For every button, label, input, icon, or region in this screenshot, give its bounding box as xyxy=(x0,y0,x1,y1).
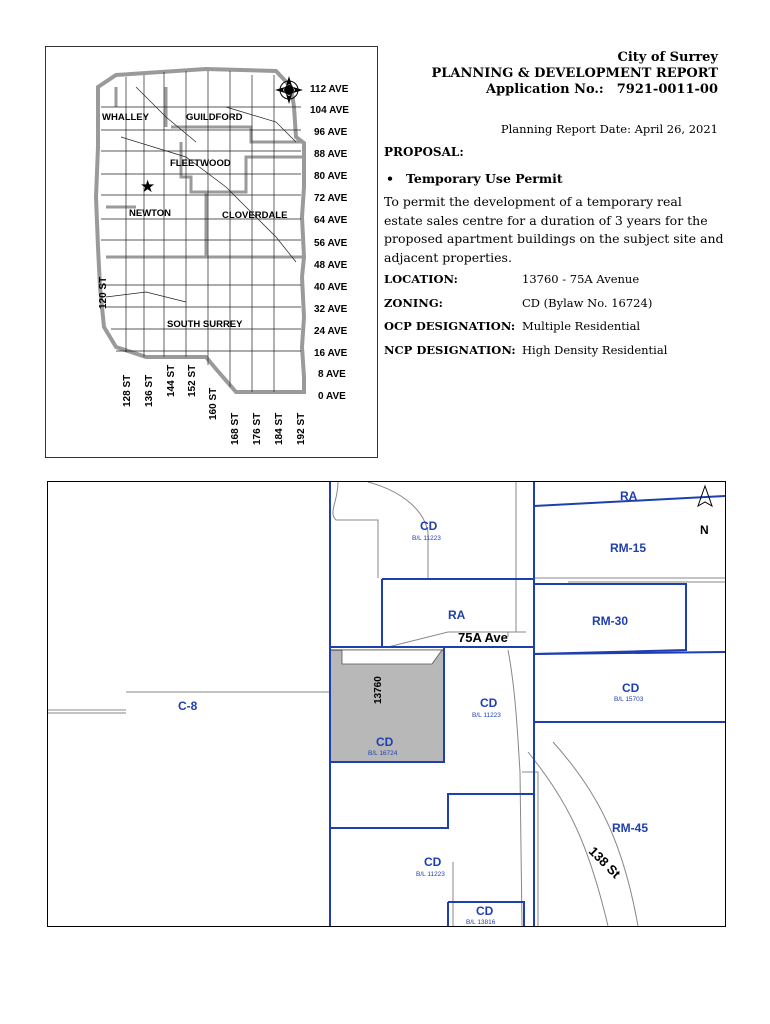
application-number: 7921-0011-00 xyxy=(616,82,718,97)
svg-text:112 AVE: 112 AVE xyxy=(310,84,349,95)
area-label-whalley: WHALLEY xyxy=(102,112,149,123)
locator-map-graphic xyxy=(46,47,377,457)
bylaw-label: B/L 15703 xyxy=(614,696,644,703)
town-boundaries-mid xyxy=(106,192,302,257)
svg-text:80 AVE: 80 AVE xyxy=(314,171,348,182)
north-arrow-icon xyxy=(698,486,712,537)
address-number: 13760 xyxy=(373,676,384,704)
area-label-guildford: GUILDFORD xyxy=(186,112,243,123)
svg-text:8 AVE: 8 AVE xyxy=(318,369,346,380)
svg-text:184 ST: 184 ST xyxy=(274,412,285,445)
parcel-notch xyxy=(342,650,442,664)
proposal-description: To permit the development of a temporary real estate sales centre for a duration of 3 years for the proposed apartment buildings on the subject site and adjacent properties. xyxy=(384,194,724,265)
bylaw-label: B/L 16724 xyxy=(368,750,398,757)
city-name: City of Surrey xyxy=(617,50,718,65)
street-label-138: 138 St xyxy=(585,843,624,882)
svg-text:104 AVE: 104 AVE xyxy=(310,105,349,116)
zone-label-c8: C-8 xyxy=(178,699,198,713)
svg-text:0 AVE: 0 AVE xyxy=(318,391,346,402)
proposal-bullet-title: Temporary Use Permit xyxy=(406,171,563,186)
area-label-fleetwood: FLEETWOOD xyxy=(170,158,231,169)
detail-label: NCP DESIGNATION: xyxy=(384,343,516,357)
svg-text:88 AVE: 88 AVE xyxy=(314,149,348,160)
svg-text:16 AVE: 16 AVE xyxy=(314,348,348,359)
area-label-newton: NEWTON xyxy=(129,208,172,219)
svg-text:152 ST: 152 ST xyxy=(187,364,198,397)
svg-text:176 ST: 176 ST xyxy=(252,412,263,445)
svg-text:48 AVE: 48 AVE xyxy=(314,260,348,271)
svg-text:136 ST: 136 ST xyxy=(144,374,155,407)
svg-text:40 AVE: 40 AVE xyxy=(314,282,348,293)
proposal-bullet xyxy=(386,171,563,186)
street-labels xyxy=(98,277,307,445)
svg-text:120 ST: 120 ST xyxy=(98,276,109,309)
svg-text:24 AVE: 24 AVE xyxy=(314,326,348,337)
detail-label: OCP DESIGNATION: xyxy=(384,319,516,333)
detail-value: CD (Bylaw No. 16724) xyxy=(522,296,653,310)
zone-label-ra-mid: RA xyxy=(448,608,466,622)
svg-text:128 ST: 128 ST xyxy=(122,374,133,407)
zone-label-cd-right: CD xyxy=(622,681,640,695)
zone-label-cd-bottom: CD xyxy=(424,855,442,869)
svg-text:192 ST: 192 ST xyxy=(296,412,307,445)
report-title: PLANNING & DEVELOPMENT REPORT xyxy=(431,66,718,81)
avenue-labels xyxy=(310,84,349,402)
zone-label-cd-center: CD xyxy=(480,696,498,710)
bylaw-label: B/L 13816 xyxy=(466,919,496,926)
area-label-south-surrey: SOUTH SURREY xyxy=(167,319,243,330)
svg-text:96 AVE: 96 AVE xyxy=(314,127,348,138)
zoning-map-graphic xyxy=(48,482,725,926)
zone-label-rm30: RM-30 xyxy=(592,614,629,628)
area-label-cloverdale: CLOVERDALE xyxy=(222,210,288,221)
compass-icon xyxy=(275,76,303,104)
svg-text:160 ST: 160 ST xyxy=(208,387,219,420)
zoning-map xyxy=(47,481,726,927)
svg-text:144 ST: 144 ST xyxy=(166,364,177,397)
svg-text:72 AVE: 72 AVE xyxy=(314,193,348,204)
svg-text:N: N xyxy=(700,523,709,537)
zone-label-ra-top: RA xyxy=(620,489,638,503)
report-date: Planning Report Date: April 26, 2021 xyxy=(500,122,718,136)
bylaw-label: B/L 11223 xyxy=(412,535,441,542)
detail-value: 13760 - 75A Avenue xyxy=(522,272,640,286)
detail-label: LOCATION: xyxy=(384,272,458,286)
zone-label-cd-top: CD xyxy=(420,519,438,533)
proposal-heading: PROPOSAL: xyxy=(384,145,464,159)
application-line xyxy=(486,82,718,97)
zone-label-cd-small: CD xyxy=(476,904,494,918)
application-label: Application No.: xyxy=(486,82,604,97)
bylaw-label: B/L 11223 xyxy=(416,871,445,878)
zone-label-rm45: RM-45 xyxy=(612,821,649,835)
detail-label: ZONING: xyxy=(384,296,443,310)
svg-text:56 AVE: 56 AVE xyxy=(314,238,348,249)
svg-text:168 ST: 168 ST xyxy=(230,412,241,445)
street-label-75a: 75A Ave xyxy=(458,630,508,645)
zone-label-cd-subject: CD xyxy=(376,735,394,749)
svg-text:64 AVE: 64 AVE xyxy=(314,215,348,226)
site-star-icon: ★ xyxy=(140,177,156,197)
svg-text:32 AVE: 32 AVE xyxy=(314,304,348,315)
bullet-icon: • xyxy=(386,171,394,186)
zone-label-rm15: RM-15 xyxy=(610,541,647,555)
locator-map xyxy=(45,46,378,458)
bylaw-label: B/L 11223 xyxy=(472,712,501,719)
detail-value: Multiple Residential xyxy=(522,319,641,333)
detail-value: High Density Residential xyxy=(522,343,668,357)
